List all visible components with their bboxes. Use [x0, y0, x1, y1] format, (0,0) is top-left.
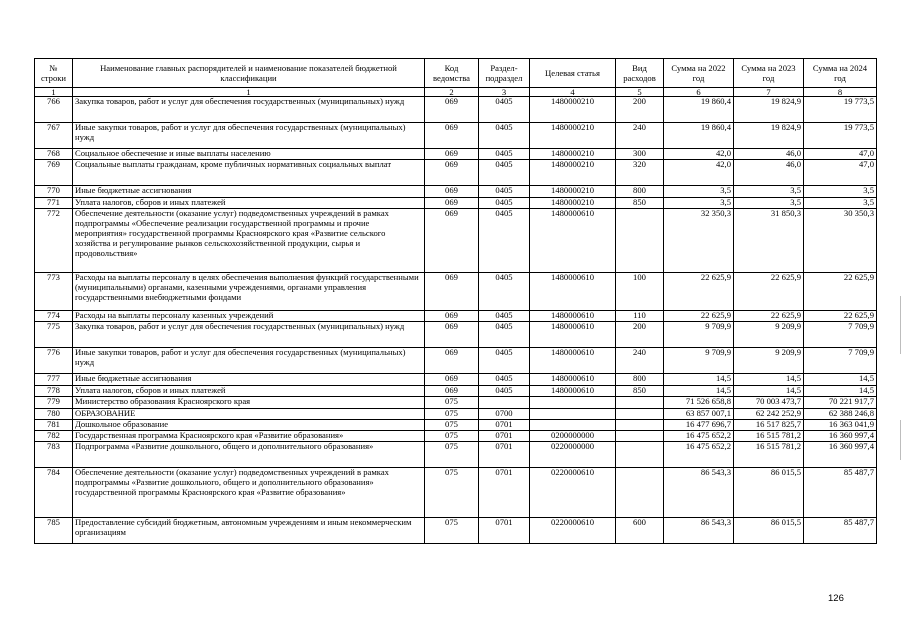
- budget-table: [34, 58, 877, 544]
- row-sum-2023: 19 824,9: [734, 97, 804, 123]
- row-name: Министерство образования Красноярского края: [73, 397, 425, 409]
- row-sum-2024: 30 350,3: [804, 209, 877, 273]
- table-row: [35, 198, 877, 209]
- row-sum-2022: 16 475 652,2: [664, 431, 734, 442]
- row-sum-2024: 70 221 917,7: [804, 397, 877, 409]
- row-number: 768: [35, 149, 73, 160]
- row-section: 0701: [479, 420, 530, 431]
- row-expense-type: 240: [616, 348, 664, 374]
- row-department-code: 075: [425, 518, 479, 544]
- row-section: 0405: [479, 273, 530, 311]
- header-target-item: Целевая статья: [530, 59, 616, 88]
- row-expense-type: 110: [616, 311, 664, 322]
- row-sum-2024: 3,5: [804, 198, 877, 209]
- row-sum-2022: 22 625,9: [664, 273, 734, 311]
- row-sum-2022: 32 350,3: [664, 209, 734, 273]
- column-number: 6: [664, 88, 734, 97]
- row-target-item: [530, 409, 616, 420]
- row-expense-type: [616, 468, 664, 518]
- column-numbers-row: [35, 88, 877, 97]
- row-target-item: 1480000610: [530, 273, 616, 311]
- row-target-item: 0220000000: [530, 442, 616, 468]
- column-number: 4: [530, 88, 616, 97]
- table-row: [35, 397, 877, 409]
- column-number: 1: [73, 88, 425, 97]
- row-sum-2024: 16 360 997,4: [804, 431, 877, 442]
- row-expense-type: 850: [616, 198, 664, 209]
- row-sum-2023: 46,0: [734, 149, 804, 160]
- row-number: 770: [35, 186, 73, 198]
- row-sum-2022: 16 477 696,7: [664, 420, 734, 431]
- row-sum-2022: 86 543,3: [664, 518, 734, 544]
- row-section: 0405: [479, 198, 530, 209]
- row-expense-type: 320: [616, 160, 664, 186]
- row-sum-2023: 16 515 781,2: [734, 431, 804, 442]
- row-target-item: 1480000210: [530, 123, 616, 149]
- table-row: [35, 123, 877, 149]
- column-number: 1: [35, 88, 73, 97]
- row-name: Подпрограмма «Развитие дошкольного, общего и дополнительного образования»: [73, 442, 425, 468]
- row-section: 0405: [479, 160, 530, 186]
- row-sum-2023: 9 209,9: [734, 348, 804, 374]
- row-number: 782: [35, 431, 73, 442]
- scan-edge-mark: [900, 420, 901, 460]
- row-target-item: [530, 397, 616, 409]
- row-number: 778: [35, 386, 73, 397]
- row-department-code: 075: [425, 442, 479, 468]
- row-number: 766: [35, 97, 73, 123]
- table-row: [35, 431, 877, 442]
- row-department-code: 069: [425, 386, 479, 397]
- table-row: [35, 374, 877, 386]
- table-row: [35, 442, 877, 468]
- row-expense-type: 800: [616, 186, 664, 198]
- row-sum-2022: 16 475 652,2: [664, 442, 734, 468]
- row-name: Иные закупки товаров, работ и услуг для обеспечения государственных (муниципальных) нужд: [73, 348, 425, 374]
- column-number: 8: [804, 88, 877, 97]
- row-expense-type: [616, 420, 664, 431]
- row-number: 781: [35, 420, 73, 431]
- table-row: [35, 468, 877, 518]
- table-row: [35, 348, 877, 374]
- row-number: 772: [35, 209, 73, 273]
- row-section: 0405: [479, 322, 530, 348]
- row-expense-type: 200: [616, 97, 664, 123]
- row-target-item: 1480000610: [530, 311, 616, 322]
- table-row: [35, 273, 877, 311]
- row-number: 773: [35, 273, 73, 311]
- row-section: 0405: [479, 348, 530, 374]
- row-department-code: 075: [425, 409, 479, 420]
- table-row: [35, 209, 877, 273]
- row-name: Иные бюджетные ассигнования: [73, 374, 425, 386]
- row-section: 0405: [479, 186, 530, 198]
- row-sum-2022: 42,0: [664, 149, 734, 160]
- row-sum-2023: 14,5: [734, 374, 804, 386]
- row-name: Дошкольное образование: [73, 420, 425, 431]
- table-header-row: [35, 59, 877, 88]
- row-section: 0405: [479, 209, 530, 273]
- row-target-item: 1480000210: [530, 198, 616, 209]
- scan-edge-mark: [900, 296, 901, 354]
- row-sum-2024: 7 709,9: [804, 348, 877, 374]
- row-department-code: 069: [425, 374, 479, 386]
- row-name: Закупка товаров, работ и услуг для обеспечения государственных (муниципальных) нужд: [73, 322, 425, 348]
- row-sum-2022: 3,5: [664, 186, 734, 198]
- row-department-code: 069: [425, 209, 479, 273]
- row-name: Расходы на выплаты персоналу казенных учреждений: [73, 311, 425, 322]
- row-target-item: 1480000210: [530, 149, 616, 160]
- row-sum-2022: 86 543,3: [664, 468, 734, 518]
- row-department-code: 075: [425, 431, 479, 442]
- row-name: Социальное обеспечение и иные выплаты населению: [73, 149, 425, 160]
- row-sum-2022: 14,5: [664, 374, 734, 386]
- row-section: 0700: [479, 409, 530, 420]
- row-sum-2023: 86 015,5: [734, 468, 804, 518]
- row-expense-type: [616, 431, 664, 442]
- row-section: [479, 397, 530, 409]
- row-sum-2024: 85 487,7: [804, 468, 877, 518]
- row-sum-2024: 7 709,9: [804, 322, 877, 348]
- header-row-number: № строки: [35, 59, 73, 88]
- row-section: 0701: [479, 442, 530, 468]
- row-sum-2023: 3,5: [734, 186, 804, 198]
- row-expense-type: [616, 397, 664, 409]
- table-row: [35, 409, 877, 420]
- row-number: 767: [35, 123, 73, 149]
- row-name: Расходы на выплаты персоналу в целях обеспечения выполнения функций государственными (муниципальными) органами, казенными учреждениями, органами управления государственными внебюджетными фондами: [73, 273, 425, 311]
- row-sum-2024: 19 773,5: [804, 123, 877, 149]
- row-name: Обеспечение деятельности (оказание услуг) подведомственных учреждений в рамках подпрограммы «Развитие дошкольного, общего и дополнительного образования» государственной программы Красноярского края «Развитие образования»: [73, 468, 425, 518]
- row-sum-2022: 19 860,4: [664, 123, 734, 149]
- header-expense-type: Вид расходов: [616, 59, 664, 88]
- row-target-item: 0220000610: [530, 468, 616, 518]
- row-sum-2022: 71 526 658,8: [664, 397, 734, 409]
- row-name: Государственная программа Красноярского края «Развитие образования»: [73, 431, 425, 442]
- row-sum-2023: 16 515 781,2: [734, 442, 804, 468]
- column-number: 5: [616, 88, 664, 97]
- row-expense-type: 200: [616, 322, 664, 348]
- row-name: Иные закупки товаров, работ и услуг для обеспечения государственных (муниципальных) нужд: [73, 123, 425, 149]
- row-number: 780: [35, 409, 73, 420]
- row-sum-2023: 31 850,3: [734, 209, 804, 273]
- row-target-item: [530, 420, 616, 431]
- table-row: [35, 386, 877, 397]
- table-row: [35, 160, 877, 186]
- column-number: 7: [734, 88, 804, 97]
- row-section: 0701: [479, 431, 530, 442]
- row-sum-2023: 9 209,9: [734, 322, 804, 348]
- row-sum-2023: 46,0: [734, 160, 804, 186]
- row-sum-2022: 22 625,9: [664, 311, 734, 322]
- row-section: 0405: [479, 123, 530, 149]
- row-department-code: 069: [425, 149, 479, 160]
- row-department-code: 075: [425, 397, 479, 409]
- row-number: 776: [35, 348, 73, 374]
- row-sum-2022: 42,0: [664, 160, 734, 186]
- row-sum-2023: 86 015,5: [734, 518, 804, 544]
- row-target-item: 1480000610: [530, 209, 616, 273]
- row-sum-2023: 14,5: [734, 386, 804, 397]
- page-number: 126: [828, 593, 844, 604]
- table-row: [35, 322, 877, 348]
- column-number: 2: [425, 88, 479, 97]
- row-sum-2023: 22 625,9: [734, 311, 804, 322]
- row-sum-2024: 14,5: [804, 374, 877, 386]
- row-sum-2024: 14,5: [804, 386, 877, 397]
- row-section: 0405: [479, 311, 530, 322]
- table-row: [35, 149, 877, 160]
- row-name: Социальные выплаты гражданам, кроме публичных нормативных социальных выплат: [73, 160, 425, 186]
- row-target-item: 1480000210: [530, 97, 616, 123]
- row-sum-2022: 14,5: [664, 386, 734, 397]
- row-name: Уплата налогов, сборов и иных платежей: [73, 386, 425, 397]
- row-expense-type: [616, 442, 664, 468]
- row-name: Иные бюджетные ассигнования: [73, 186, 425, 198]
- row-name: Уплата налогов, сборов и иных платежей: [73, 198, 425, 209]
- row-target-item: 1480000610: [530, 374, 616, 386]
- header-name: Наименование главных распорядителей и наименование показателей бюджетной классификации: [73, 59, 425, 88]
- row-sum-2023: 62 242 252,9: [734, 409, 804, 420]
- row-sum-2024: 19 773,5: [804, 97, 877, 123]
- row-section: 0405: [479, 374, 530, 386]
- row-section: 0701: [479, 468, 530, 518]
- table-row: [35, 97, 877, 123]
- row-sum-2024: 47,0: [804, 149, 877, 160]
- row-sum-2024: 47,0: [804, 160, 877, 186]
- row-target-item: 1480000610: [530, 348, 616, 374]
- row-sum-2023: 3,5: [734, 198, 804, 209]
- row-sum-2024: 3,5: [804, 186, 877, 198]
- row-department-code: 069: [425, 348, 479, 374]
- row-sum-2022: 19 860,4: [664, 97, 734, 123]
- row-department-code: 069: [425, 311, 479, 322]
- row-sum-2022: 63 857 007,1: [664, 409, 734, 420]
- header-sum-2023: Сумма на 2023 год: [734, 59, 804, 88]
- row-target-item: 1480000610: [530, 322, 616, 348]
- row-section: 0405: [479, 386, 530, 397]
- row-name: ОБРАЗОВАНИЕ: [73, 409, 425, 420]
- row-number: 769: [35, 160, 73, 186]
- row-department-code: 069: [425, 160, 479, 186]
- row-department-code: 069: [425, 186, 479, 198]
- row-sum-2023: 22 625,9: [734, 273, 804, 311]
- row-target-item: 1480000610: [530, 386, 616, 397]
- table-row: [35, 518, 877, 544]
- header-department-code: Код ведомства: [425, 59, 479, 88]
- header-sum-2022: Сумма на 2022 год: [664, 59, 734, 88]
- row-expense-type: 300: [616, 149, 664, 160]
- row-sum-2024: 22 625,9: [804, 311, 877, 322]
- table-row: [35, 311, 877, 322]
- row-section: 0405: [479, 97, 530, 123]
- row-sum-2023: 70 003 473,7: [734, 397, 804, 409]
- row-target-item: 1480000210: [530, 160, 616, 186]
- row-department-code: 069: [425, 198, 479, 209]
- row-number: 771: [35, 198, 73, 209]
- row-sum-2024: 85 487,7: [804, 518, 877, 544]
- row-expense-type: 800: [616, 374, 664, 386]
- row-sum-2024: 62 388 246,8: [804, 409, 877, 420]
- row-department-code: 069: [425, 123, 479, 149]
- row-number: 775: [35, 322, 73, 348]
- row-number: 777: [35, 374, 73, 386]
- row-sum-2024: 16 360 997,4: [804, 442, 877, 468]
- row-name: Обеспечение деятельности (оказание услуг) подведомственных учреждений в рамках подпрограммы «Обеспечение реализации государственной программы и прочие мероприятия» государственной программы Красноярского края «Развитие сельского хозяйства и регулирование рынков сельскохозяйственной продукции, сырья и продовольствия»: [73, 209, 425, 273]
- row-sum-2024: 16 363 041,9: [804, 420, 877, 431]
- row-section: 0701: [479, 518, 530, 544]
- row-expense-type: 240: [616, 123, 664, 149]
- row-target-item: 1480000210: [530, 186, 616, 198]
- row-target-item: 0220000610: [530, 518, 616, 544]
- row-expense-type: 600: [616, 518, 664, 544]
- row-sum-2023: 19 824,9: [734, 123, 804, 149]
- row-department-code: 069: [425, 322, 479, 348]
- row-expense-type: 850: [616, 386, 664, 397]
- table-row: [35, 186, 877, 198]
- row-expense-type: [616, 209, 664, 273]
- row-sum-2022: 9 709,9: [664, 322, 734, 348]
- header-section: Раздел-подраздел: [479, 59, 530, 88]
- row-number: 783: [35, 442, 73, 468]
- row-number: 784: [35, 468, 73, 518]
- row-target-item: 0200000000: [530, 431, 616, 442]
- row-department-code: 075: [425, 468, 479, 518]
- row-number: 774: [35, 311, 73, 322]
- row-section: 0405: [479, 149, 530, 160]
- row-number: 785: [35, 518, 73, 544]
- column-number: 3: [479, 88, 530, 97]
- row-name: Предоставление субсидий бюджетным, автономным учреждениям и иным некоммерческим организациям: [73, 518, 425, 544]
- header-sum-2024: Сумма на 2024 год: [804, 59, 877, 88]
- table-row: [35, 420, 877, 431]
- row-department-code: 069: [425, 273, 479, 311]
- row-sum-2024: 22 625,9: [804, 273, 877, 311]
- row-sum-2022: 9 709,9: [664, 348, 734, 374]
- row-name: Закупка товаров, работ и услуг для обеспечения государственных (муниципальных) нужд: [73, 97, 425, 123]
- row-department-code: 069: [425, 97, 479, 123]
- row-expense-type: [616, 409, 664, 420]
- row-sum-2022: 3,5: [664, 198, 734, 209]
- row-expense-type: 100: [616, 273, 664, 311]
- row-sum-2023: 16 517 825,7: [734, 420, 804, 431]
- row-number: 779: [35, 397, 73, 409]
- row-department-code: 075: [425, 420, 479, 431]
